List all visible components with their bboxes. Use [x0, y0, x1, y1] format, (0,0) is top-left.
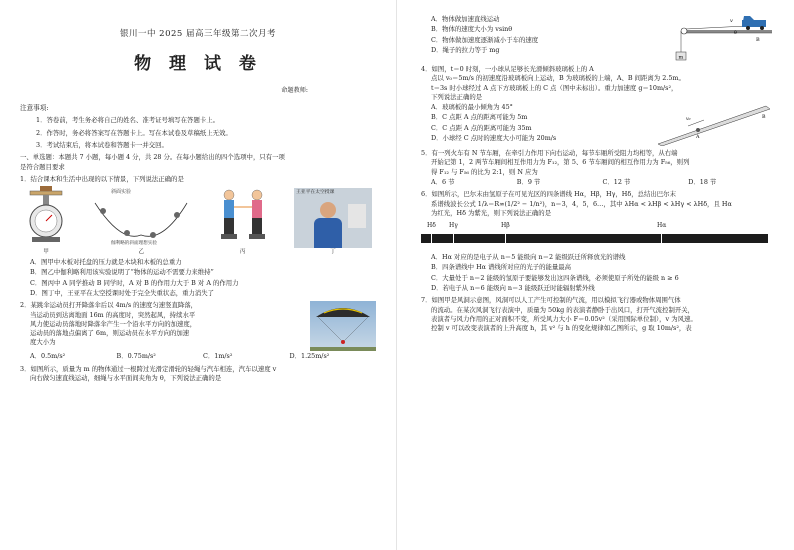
point-b-top-label: B — [762, 115, 766, 121]
question-6-option-c: C．大量处于 n＝2 能级的氢原子要能够发出这四条谱线，必须使原子所处的能级 n ≥ 6 — [431, 273, 679, 282]
spectrum-label-h-alpha: Hα — [657, 222, 667, 230]
question-5-option-c: C．12 节 — [602, 177, 631, 186]
figure-label-a: 甲 — [43, 249, 49, 256]
question-2-option-d: D．1.25m/s² — [289, 352, 330, 361]
spectrum-label-h-delta: Hδ — [427, 222, 436, 230]
exam-header: 银川一中 2025 届高三年级第二次月考 — [119, 29, 277, 39]
question-2-line: 风力使运动员落地时降落伞产生一个沿水平方向的加速度， — [30, 319, 197, 328]
question-3-line: 3．如图所示，质量为 m 的物体通过一根跨过光滑定滑轮的轻绳与汽车相连，汽车以速度 v — [20, 364, 277, 373]
section-heading: 一、单选题：本题共 7 小题，每小题 4 分，共 28 分。在每小题给出的四个选项中，只有一项 — [20, 153, 285, 162]
point-a-label: A — [696, 135, 700, 141]
question-1-option-b: B．图乙中伽利略利用该实验说明了“物体的运动不需要力来维持” — [30, 268, 214, 277]
question-3-option-b: B．物体的速度大小为 vsinθ — [431, 25, 513, 34]
question-6-option-a: A．Hα 对应的是电子从 n＝5 能级向 n＝2 能级跃迁所释放光的谱线 — [431, 253, 626, 262]
question-5-line: 得 F₁₂ 与 F₅₆ 的比为 2:1，则 N 应为 — [431, 167, 538, 176]
incline-label-top: 斜面实验 — [111, 188, 132, 195]
car-pulley-figure — [664, 14, 774, 62]
question-4-option-d: D．小球经 C 点时的速度大小可能为 20m/s — [431, 133, 557, 142]
question-3-line: 向右做匀速直线运动，细绳与水平面间夹角为 θ，下列说法正确的是 — [30, 373, 222, 382]
figure-scale — [24, 185, 68, 256]
question-4-line: 4．如图，t＝0 时刻，一小球从足够长光滑倾斜玻璃板上的 A — [421, 65, 594, 73]
point-b-label: B — [756, 37, 760, 43]
angle-label: θ — [734, 31, 737, 36]
incline-figure — [91, 185, 191, 245]
question-4-line: t＝3s 时小球经过 A 点下方玻璃板上的 C 点（图中未标出）。重力加速度 g＝10m/s²， — [431, 83, 678, 92]
question-7-line: 控制 v 可以改变表演者的上升高度 h，其 v² 与 h 的变化规律如乙图所示，g 取 10m/s²，表 — [431, 324, 692, 333]
notice-item: 1．答卷前，考生务必将自己的姓名、准考证号填写在答题卡上。 — [36, 116, 220, 125]
question-2 — [20, 301, 376, 351]
question-4-line: 下列说法正确的是 — [431, 92, 483, 101]
figure-label-d: 丁 — [330, 249, 336, 256]
question-3-option-c: C．物体做加速度逐渐减小于车的速度 — [431, 35, 539, 44]
scale-figure — [24, 185, 68, 245]
question-3-option-d: D．绳子的拉力等于 mg — [431, 45, 500, 54]
question-1-option-c: C．图丙中 A 同学推动 B 同学时，A 对 B 的作用力大于 B 对 A 的作用力 — [30, 278, 239, 287]
question-4-option-a: A．玻璃板的最小倾角为 45° — [431, 103, 513, 112]
author-label: 命题教师: — [281, 86, 308, 94]
question-2-option-a: A．0.5m/s² — [30, 352, 66, 361]
question-2-line: 当运动员到达离地面 16m 的高度时，突然起风，持续水平 — [30, 310, 196, 319]
question-2-line: 度大小为 — [30, 338, 56, 347]
question-2-options — [20, 352, 376, 361]
figure-push — [215, 185, 271, 256]
question-1-option-a: A．图甲中木板对托盘的压力就是木块和木板的总重力 — [30, 258, 182, 267]
question-1-option-d: D．图丁中，王亚平在太空授课时处于完全失重状态，重力消失了 — [30, 289, 215, 298]
notice-item: 3．考试结束后，将本试卷和答题卡一并交回。 — [36, 141, 168, 150]
question-7-line: 7．如图甲是风洞示意图，风洞可以人工产生可控制的气流，用以模拟飞行器或物体周围气体 — [421, 296, 681, 305]
question-6-line: 6．如图所示，巴尔末由氢原子在可见光区的四条谱线 Hα，Hβ，Hγ，Hδ，总结出巴尔末 — [421, 190, 676, 199]
spectrum-label-h-gamma: Hγ — [449, 222, 458, 230]
space-photo-caption: 王亚平在太空授课 — [295, 190, 335, 196]
question-7-line: 的流动。在某次风洞飞行表演中，质量为 50kg 的表演者静卧于出风口，打开气流控制开关， — [431, 305, 694, 314]
question-1-figures — [24, 188, 372, 256]
notice-heading: 注意事项: — [20, 103, 49, 112]
spectrum-bar — [421, 234, 768, 243]
figure-incline — [91, 185, 191, 256]
parachute-icon — [310, 301, 376, 351]
question-2-line: 运动员的落地点偏离了 6m，则运动员在水平方向的加速 — [30, 329, 190, 338]
hydrogen-spectrum — [421, 222, 774, 250]
question-6-option-d: D．若电子从 n＝6 能级向 n＝3 能级跃迁时能辐射紫外线 — [431, 283, 595, 292]
question-4-line: 点以 v₀＝5m/s 的初速度沿玻璃板向上运动，B 为玻璃板的上端，A、B 间距离为 2.5m。 — [431, 74, 685, 83]
question-3-option-a: A．物体做加速直线运动 — [431, 15, 500, 23]
push-figure — [215, 185, 271, 245]
spectrum-line — [431, 232, 432, 245]
question-4-options-figure — [421, 102, 774, 146]
spectrum-label-h-beta: Hβ — [501, 222, 510, 230]
question-7-line: 表演者与风力作用的正对面积不变，所受风力大小 F＝0.05v²（采用国际单位制），v 为风速。 — [431, 314, 697, 323]
mass-label: m — [678, 54, 684, 61]
spectrum-line — [453, 232, 454, 245]
spectrum-line — [661, 232, 662, 245]
question-5-option-d: D．18 节 — [688, 177, 717, 186]
question-5-options — [421, 178, 774, 187]
page-title: 物 理 试 卷 — [134, 54, 262, 75]
question-2-line: 2．某跳伞运动员打开降落伞后以 4m/s 的速度匀速竖直降落， — [20, 301, 198, 310]
notice-item: 2．作答时，务必将答案写在答题卡上。写在本试卷及草稿纸上无效。 — [36, 128, 232, 137]
question-1-stem: 1．结合课本和生活中出现的以下情景，下列说法正确的是 — [20, 174, 184, 183]
question-6-line: 系谱线波长公式 1/λ＝R∞(1/2² − 1/n²)，n＝3，4，5，6…，其中 λHα < λHβ < λHγ < λHδ，且 Hα — [431, 199, 732, 208]
question-5-option-a: A．6 节 — [431, 177, 455, 186]
incline-label-bottom: 伽利略的斜面理想实验 — [111, 240, 158, 245]
spectrum-line — [505, 232, 506, 245]
question-5-option-b: B．9 节 — [516, 177, 541, 186]
question-5-line: 开始记第 1，2 两节车厢间相互作用力为 F₁₂，第 5、6 节车厢间的相互作用力为 F₅₆，则列 — [431, 158, 690, 167]
question-6-line: 为红光，Hδ 为紫光，则下列说法正确的是 — [431, 208, 552, 217]
question-3-continued — [421, 14, 774, 62]
right-page — [397, 0, 794, 550]
space-photo — [294, 188, 372, 248]
initial-velocity-label: v₀ — [686, 117, 691, 123]
question-4-option-c: C．C 点距 A 点的距离可能为 35m — [431, 123, 532, 132]
question-2-option-c: C．1m/s² — [203, 352, 233, 361]
question-6-option-b: B．四条谱线中 Hα 谱线所对应的光子的能量最高 — [431, 263, 572, 272]
figure-label-c: 丙 — [239, 249, 246, 256]
section-heading-cont: 是符合题目要求 — [20, 162, 65, 171]
velocity-label: v — [730, 18, 733, 24]
figure-space — [294, 188, 372, 256]
incline-plate-figure — [654, 102, 774, 146]
question-4-option-b: B．C 点距 A 点的距离可能为 5m — [431, 113, 528, 122]
question-2-option-b: B．0.75m/s² — [116, 352, 156, 361]
figure-label-b: 乙 — [138, 249, 145, 256]
parachute-photo — [310, 301, 376, 351]
question-5-line: 5．有一列火车有 N 节车厢，在牵引力作用下向右运动，每节车厢所受阻力均相等，从右端 — [421, 149, 678, 158]
